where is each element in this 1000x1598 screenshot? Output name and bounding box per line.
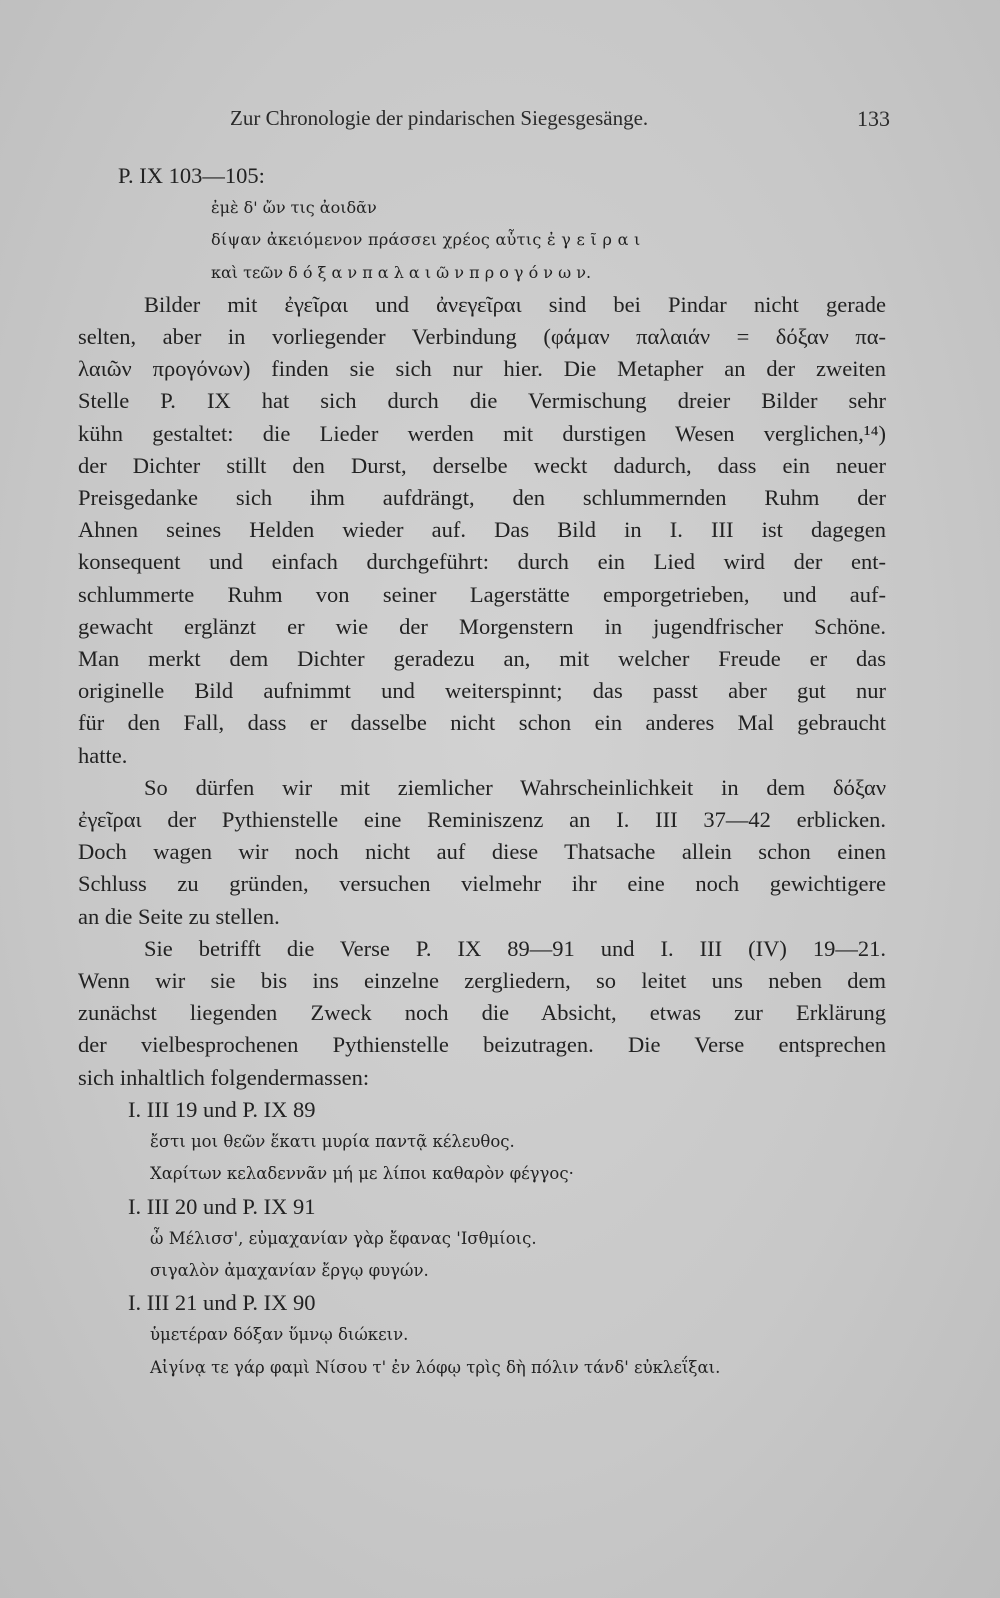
text-line: Schluss zu gründen, versuchen vielmehr ihr eine noch gewichtigere: [78, 871, 886, 897]
text-line: Wenn wir sie bis ins einzelne zergliedern, so leitet uns neben dem: [78, 968, 886, 994]
page-body-text: [78, 160, 886, 1384]
text-line: gewacht erglänzt er wie der Morgenstern in jugendfrischer Schöne.: [78, 613, 886, 639]
text-line: So dürfen wir mit ziemlicher Wahrscheinlichkeit in dem δόξαν: [144, 774, 886, 800]
text-line: hatte.: [78, 742, 128, 768]
text-line: zunächst liegenden Zweck noch die Absicht, etwas zur Erklärung: [78, 1000, 886, 1026]
text-line: δίψαν ἀκειόμενον πράσσει χρέος αὖτις ἐ γ ε ῖ ρ α ι: [211, 230, 641, 250]
text-line: sich inhaltlich folgendermassen:: [78, 1064, 370, 1090]
text-line: der Dichter stillt den Durst, derselbe weckt dadurch, dass ein neuer: [78, 452, 886, 478]
text-line: ἐμὲ δ' ὤν τις ἀοιδᾶν: [211, 198, 377, 218]
text-line: an die Seite zu stellen.: [78, 903, 280, 929]
text-line: Ahnen seines Helden wieder auf. Das Bild in I. III ist dagegen: [78, 517, 886, 543]
text-line: Doch wagen wir noch nicht auf diese Thatsache allein schon einen: [78, 839, 886, 865]
text-line: der vielbesprochenen Pythienstelle beizutragen. Die Verse entsprechen: [78, 1032, 886, 1058]
text-line: für den Fall, dass er dasselbe nicht schon ein anderes Mal gebraucht: [78, 710, 886, 736]
text-line: Bilder mit ἐγεῖραι und ἀνεγεῖραι sind bei Pindar nicht gerade: [144, 291, 886, 317]
text-line: I. III 20 und P. IX 91: [128, 1193, 316, 1219]
text-line: σιγαλὸν ἀμαχανίαν ἔργῳ φυγών.: [150, 1260, 429, 1280]
text-line: schlummerte Ruhm von seiner Lagerstätte emporgetrieben, und auf-: [78, 581, 886, 607]
text-line: λαιῶν προγόνων) finden sie sich nur hier. Die Metapher an der zweiten: [78, 356, 886, 382]
text-line: Sie betrifft die Verse P. IX 89—91 und I. III (IV) 19—21.: [144, 935, 886, 961]
text-line: ὦ Μέλισσ', εὐμαχανίαν γὰρ ἔφανας 'Ισθμίοις.: [150, 1228, 537, 1248]
text-line: Χαρίτων κελαδεννᾶν μή με λίποι καθαρὸν φέγγος·: [150, 1164, 574, 1184]
text-line: ἐγεῖραι der Pythienstelle eine Reminiszenz an I. III 37—42 erblicken.: [78, 807, 886, 833]
text-line: Stelle P. IX hat sich durch die Vermischung dreier Bilder sehr: [78, 388, 886, 414]
running-title: Zur Chronologie der pindarischen Siegesgesänge.: [230, 106, 649, 130]
text-line: originelle Bild aufnimmt und weiterspinnt; das passt aber gut nur: [78, 678, 886, 704]
text-line: kühn gestaltet: die Lieder werden mit durstigen Wesen verglichen,¹⁴): [78, 420, 886, 446]
text-line: konsequent und einfach durchgeführt: durch ein Lied wird der ent-: [78, 549, 886, 575]
text-line: Preisgedanke sich ihm aufdrängt, den schlummernden Ruhm der: [78, 485, 886, 511]
text-line: καὶ τεῶν δ ό ξ α ν π α λ α ι ῶ ν π ρ ο γ ό ν ω ν.: [211, 262, 592, 282]
page-number: 133: [857, 106, 890, 131]
text-line: ἔστι μοι θεῶν ἕκατι μυρία παντᾷ κέλευθος.: [150, 1132, 515, 1152]
text-line: P. IX 103—105:: [118, 163, 265, 188]
text-line: I. III 21 und P. IX 90: [128, 1290, 316, 1316]
text-line: I. III 19 und P. IX 89: [128, 1096, 316, 1122]
text-line: selten, aber in vorliegender Verbindung (φάμαν παλαιάν = δόξαν πα-: [78, 324, 886, 350]
text-line: Αἰγίνᾳ τε γάρ φαμὶ Νίσου τ' ἐν λόφῳ τρὶς δὴ πόλιν τάνδ' εὐκλεΐξαι.: [150, 1357, 721, 1377]
text-line: ὑμετέραν δόξαν ὕμνῳ διώκειν.: [150, 1325, 409, 1345]
text-line: Man merkt dem Dichter geradezu an, mit welcher Freude er das: [78, 646, 886, 672]
